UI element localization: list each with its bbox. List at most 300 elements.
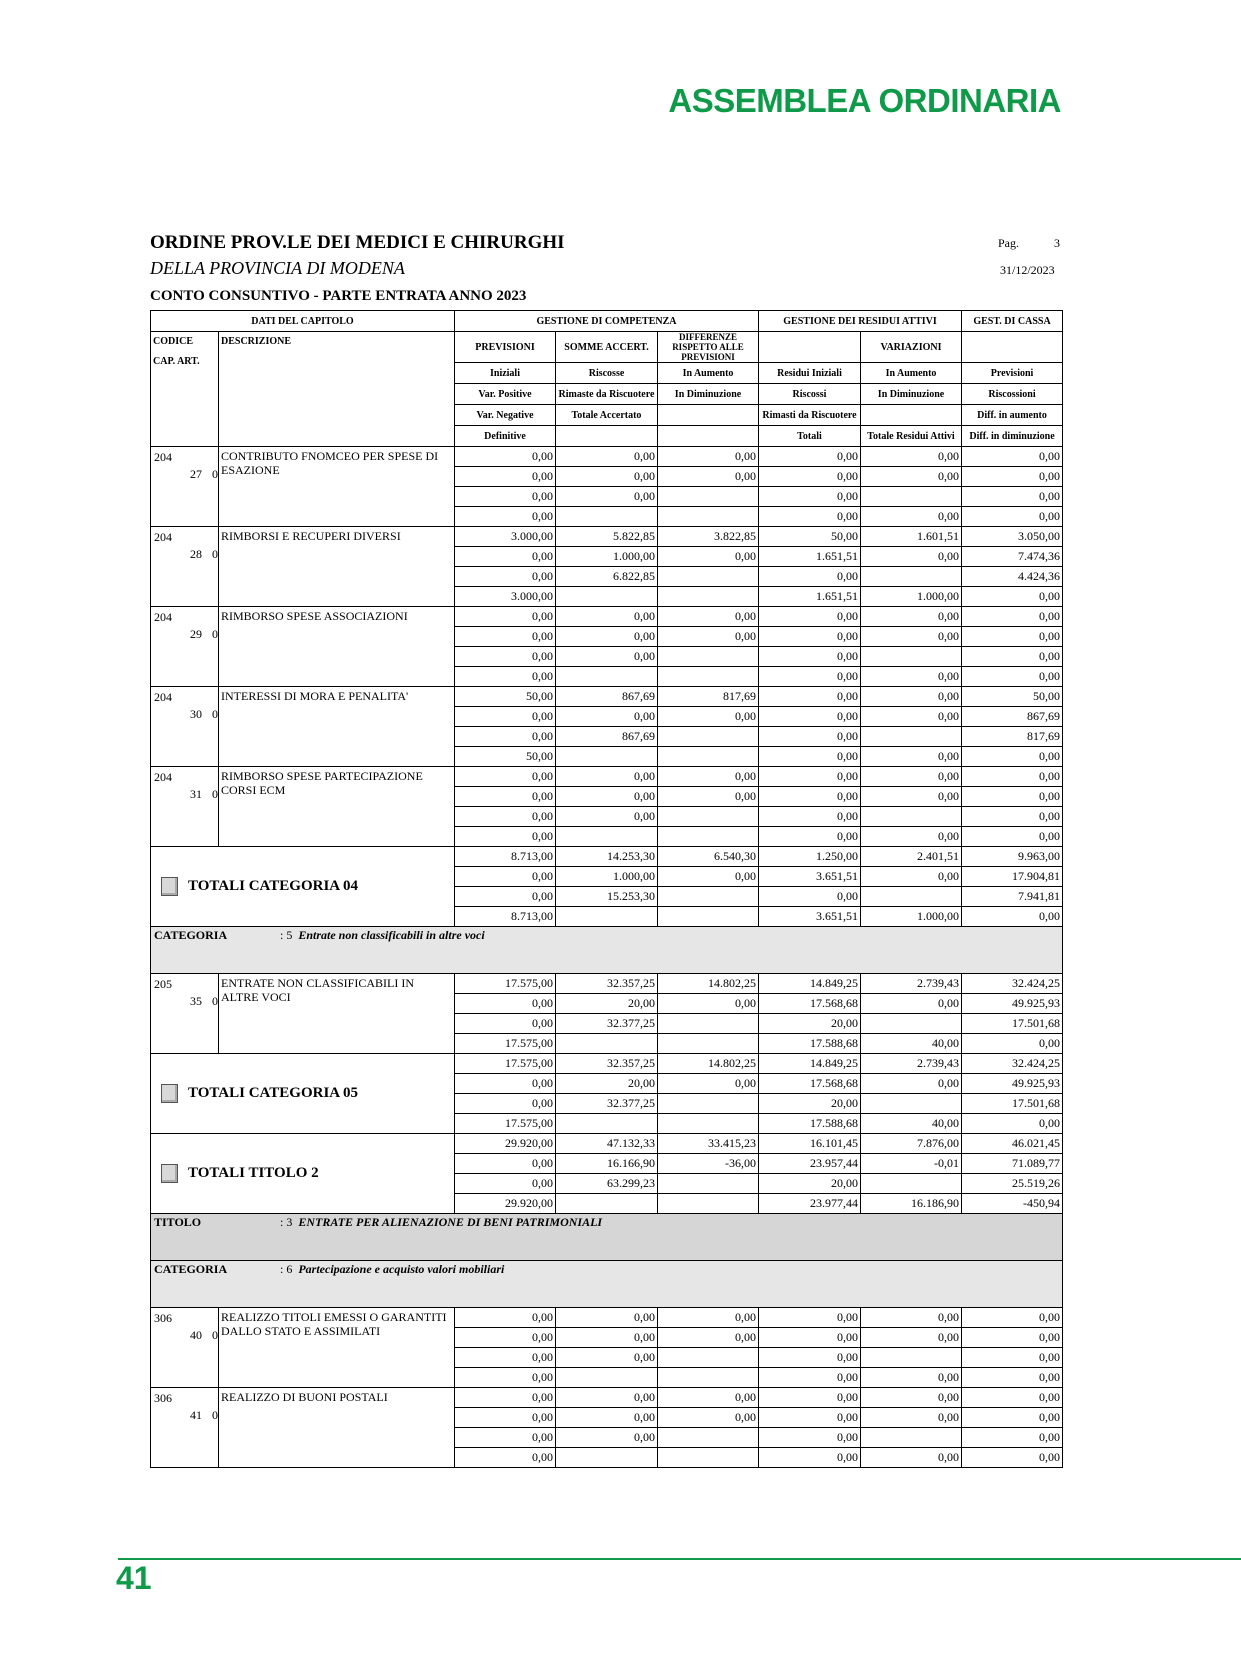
col6-h1: Previsioni xyxy=(962,363,1063,384)
value-cell: 0,00 xyxy=(455,1428,556,1448)
value-cell: 0,00 xyxy=(861,707,962,727)
value-cell: 63.299,23 xyxy=(556,1174,658,1194)
value-cell: 0,00 xyxy=(455,1408,556,1428)
value-cell: 817,69 xyxy=(962,727,1063,747)
value-cell: 17.501,68 xyxy=(962,1094,1063,1114)
cap-value: 27 xyxy=(190,467,202,481)
value-cell: 0,00 xyxy=(861,1408,962,1428)
totale-label: TOTALI CATEGORIA 04 xyxy=(188,877,359,894)
value-cell: 0,00 xyxy=(455,727,556,747)
col5-h3 xyxy=(861,405,962,426)
value-cell: 0,00 xyxy=(556,447,658,467)
section-label: CATEGORIA xyxy=(154,928,228,942)
section-row-categoria xyxy=(151,1261,1063,1308)
value-cell: 0,00 xyxy=(556,487,658,507)
value-cell: 0,00 xyxy=(759,1448,861,1468)
value-cell: 1.651,51 xyxy=(759,547,861,567)
col4-h3: Rimasti da Riscuotere xyxy=(759,405,861,426)
value-cell: 0,00 xyxy=(962,1348,1063,1368)
cap-value: 35 xyxy=(190,994,202,1008)
value-cell: 17.575,00 xyxy=(455,1054,556,1074)
value-cell: 50,00 xyxy=(759,527,861,547)
value-cell: 17.588,68 xyxy=(759,1114,861,1134)
value-cell: 17.575,00 xyxy=(455,974,556,994)
value-cell: 0,00 xyxy=(455,994,556,1014)
value-cell xyxy=(861,487,962,507)
value-cell: 25.519,26 xyxy=(962,1174,1063,1194)
value-cell: 0,00 xyxy=(658,867,759,887)
value-cell: 0,00 xyxy=(962,907,1063,927)
value-cell: 0,00 xyxy=(455,707,556,727)
group-cassa: GEST. DI CASSA xyxy=(962,311,1063,332)
value-cell: 0,00 xyxy=(556,627,658,647)
value-cell xyxy=(861,567,962,587)
value-cell: 0,00 xyxy=(962,1408,1063,1428)
value-cell: 50,00 xyxy=(962,687,1063,707)
value-cell xyxy=(658,647,759,667)
group-dati: DATI DEL CAPITOLO xyxy=(151,311,455,332)
value-cell xyxy=(556,1448,658,1468)
value-cell: 3.651,51 xyxy=(759,907,861,927)
col3-h0: DIFFERENZE RISPETTO ALLE PREVISIONI xyxy=(658,332,759,363)
value-cell: 17.588,68 xyxy=(759,1034,861,1054)
value-cell: 1.601,51 xyxy=(861,527,962,547)
value-cell: 6.822,85 xyxy=(556,567,658,587)
value-cell: 7.474,36 xyxy=(962,547,1063,567)
value-cell: 0,00 xyxy=(759,647,861,667)
codice-cell xyxy=(151,1388,219,1468)
value-cell: 0,00 xyxy=(759,887,861,907)
table-row xyxy=(151,527,1063,547)
financial-table xyxy=(150,310,1063,1468)
section-code: : 6 xyxy=(280,1262,293,1276)
value-cell: 47.132,33 xyxy=(556,1134,658,1154)
col4-h0 xyxy=(759,332,861,363)
value-cell xyxy=(658,1114,759,1134)
cap-art-value xyxy=(151,624,218,641)
cap-art-value xyxy=(151,1405,218,1422)
value-cell: 0,00 xyxy=(455,1174,556,1194)
value-cell: 0,00 xyxy=(759,727,861,747)
value-cell: 0,00 xyxy=(455,887,556,907)
value-cell: 0,00 xyxy=(759,1348,861,1368)
cap-art-value xyxy=(151,464,218,481)
value-cell xyxy=(861,647,962,667)
value-cell: 1.000,00 xyxy=(556,547,658,567)
value-cell: 0,00 xyxy=(455,627,556,647)
value-cell: 0,00 xyxy=(455,767,556,787)
value-cell: 14.802,25 xyxy=(658,974,759,994)
cap-art-value xyxy=(151,544,218,561)
value-cell: 17.501,68 xyxy=(962,1014,1063,1034)
value-cell: 9.963,00 xyxy=(962,847,1063,867)
value-cell: 1.000,00 xyxy=(861,587,962,607)
value-cell: 0,00 xyxy=(962,787,1063,807)
value-cell: 32.424,25 xyxy=(962,1054,1063,1074)
value-cell: 0,00 xyxy=(759,827,861,847)
descrizione-cell: CONTRIBUTO FNOMCEO PER SPESE DI ESAZIONE xyxy=(219,447,455,527)
value-cell: 0,00 xyxy=(861,767,962,787)
codice-value: 204 xyxy=(154,450,172,464)
value-cell: 40,00 xyxy=(861,1034,962,1054)
value-cell: 0,00 xyxy=(759,707,861,727)
banner-title: ASSEMBLEA ORDINARIA xyxy=(668,82,1061,119)
value-cell: 1.250,00 xyxy=(759,847,861,867)
value-cell: 20,00 xyxy=(759,1014,861,1034)
value-cell xyxy=(658,727,759,747)
org-name: ORDINE PROV.LE DEI MEDICI E CHIRURGHI xyxy=(150,232,565,253)
value-cell: 0,00 xyxy=(962,487,1063,507)
value-cell xyxy=(658,1014,759,1034)
value-cell: 4.424,36 xyxy=(962,567,1063,587)
col1-h4: Definitive xyxy=(455,426,556,447)
value-cell: 0,00 xyxy=(962,1388,1063,1408)
value-cell: 817,69 xyxy=(658,687,759,707)
value-cell: 50,00 xyxy=(455,687,556,707)
value-cell: 3.050,00 xyxy=(962,527,1063,547)
value-cell: 0,00 xyxy=(759,1368,861,1388)
value-cell: -36,00 xyxy=(658,1154,759,1174)
value-cell: 20,00 xyxy=(556,1074,658,1094)
value-cell: 0,00 xyxy=(658,447,759,467)
value-cell xyxy=(658,1448,759,1468)
value-cell xyxy=(556,1034,658,1054)
table-row xyxy=(151,1308,1063,1328)
value-cell: 0,00 xyxy=(455,1094,556,1114)
col6-h3: Diff. in aumento xyxy=(962,405,1063,426)
value-cell: 0,00 xyxy=(861,1074,962,1094)
codice-header xyxy=(151,332,219,447)
col4-h4: Totali xyxy=(759,426,861,447)
value-cell: 0,00 xyxy=(962,1114,1063,1134)
value-cell: 2.401,51 xyxy=(861,847,962,867)
section-cell xyxy=(151,1214,1063,1261)
value-cell: 0,00 xyxy=(759,1408,861,1428)
section-cell xyxy=(151,1261,1063,1308)
value-cell xyxy=(658,1368,759,1388)
codice-cell xyxy=(151,447,219,527)
table-row xyxy=(151,767,1063,787)
value-cell: 23.977,44 xyxy=(759,1194,861,1214)
value-cell: 867,69 xyxy=(962,707,1063,727)
value-cell xyxy=(861,1094,962,1114)
value-cell: 0,00 xyxy=(861,467,962,487)
section-row-titolo xyxy=(151,1214,1063,1261)
value-cell: 0,00 xyxy=(455,467,556,487)
value-cell: 1.000,00 xyxy=(861,907,962,927)
value-cell: 0,00 xyxy=(962,807,1063,827)
codice-value: 204 xyxy=(154,690,172,704)
value-cell: 46.021,45 xyxy=(962,1134,1063,1154)
value-cell: 0,00 xyxy=(556,1408,658,1428)
cap-value: 29 xyxy=(190,627,202,641)
art-value: 0 xyxy=(212,787,218,801)
col5-h1: In Aumento xyxy=(861,363,962,384)
value-cell: 0,00 xyxy=(962,467,1063,487)
col6-h2: Riscossioni xyxy=(962,384,1063,405)
value-cell: 1.651,51 xyxy=(759,587,861,607)
value-cell: 0,00 xyxy=(658,1328,759,1348)
value-cell: 0,00 xyxy=(962,1368,1063,1388)
value-cell: 0,00 xyxy=(556,787,658,807)
col2-h1: Riscosse xyxy=(556,363,658,384)
codice-cell xyxy=(151,1308,219,1388)
col2-h3: Totale Accertato xyxy=(556,405,658,426)
value-cell: 32.357,25 xyxy=(556,1054,658,1074)
descrizione-cell: RIMBORSO SPESE PARTECIPAZIONE CORSI ECM xyxy=(219,767,455,847)
value-cell: 0,00 xyxy=(455,547,556,567)
value-cell: 0,00 xyxy=(962,447,1063,467)
value-cell: 3.651,51 xyxy=(759,867,861,887)
value-cell: 0,00 xyxy=(556,1348,658,1368)
value-cell xyxy=(556,1368,658,1388)
value-cell: 0,00 xyxy=(861,607,962,627)
value-cell: 0,00 xyxy=(455,647,556,667)
value-cell: 0,00 xyxy=(861,747,962,767)
col3-h1: In Aumento xyxy=(658,363,759,384)
value-cell: 17.568,68 xyxy=(759,1074,861,1094)
value-cell: 0,00 xyxy=(759,1308,861,1328)
value-cell: 0,00 xyxy=(861,1328,962,1348)
cap-art-value xyxy=(151,784,218,801)
value-cell: 0,00 xyxy=(962,667,1063,687)
col6-h4: Diff. in diminuzione xyxy=(962,426,1063,447)
value-cell: 0,00 xyxy=(861,627,962,647)
cap-value: 30 xyxy=(190,707,202,721)
table-row xyxy=(151,447,1063,467)
col3-h4 xyxy=(658,426,759,447)
value-cell: 0,00 xyxy=(759,567,861,587)
value-cell: 5.822,85 xyxy=(556,527,658,547)
value-cell: 32.377,25 xyxy=(556,1094,658,1114)
value-cell: 0,00 xyxy=(861,1388,962,1408)
codice-cell xyxy=(151,527,219,607)
col1-h2: Var. Positive xyxy=(455,384,556,405)
value-cell: 29.920,00 xyxy=(455,1194,556,1214)
value-cell: 0,00 xyxy=(759,687,861,707)
value-cell xyxy=(556,907,658,927)
org-province: DELLA PROVINCIA DI MODENA xyxy=(150,258,405,278)
value-cell: 33.415,23 xyxy=(658,1134,759,1154)
codice-cell xyxy=(151,974,219,1054)
value-cell xyxy=(658,827,759,847)
descrizione-cell: RIMBORSO SPESE ASSOCIAZIONI xyxy=(219,607,455,687)
value-cell: 20,00 xyxy=(556,994,658,1014)
value-cell: 0,00 xyxy=(962,1448,1063,1468)
value-cell xyxy=(658,1034,759,1054)
value-cell xyxy=(658,1094,759,1114)
value-cell: 0,00 xyxy=(861,994,962,1014)
group-residui: GESTIONE DEI RESIDUI ATTIVI xyxy=(759,311,962,332)
value-cell: 3.822,85 xyxy=(658,527,759,547)
cap-art-value xyxy=(151,1325,218,1342)
value-cell: 0,00 xyxy=(658,547,759,567)
value-cell: 15.253,30 xyxy=(556,887,658,907)
value-cell: 0,00 xyxy=(861,507,962,527)
value-cell: 0,00 xyxy=(556,607,658,627)
descrizione-cell: RIMBORSI E RECUPERI DIVERSI xyxy=(219,527,455,607)
value-cell: 0,00 xyxy=(759,1328,861,1348)
value-cell: 16.166,90 xyxy=(556,1154,658,1174)
value-cell: 867,69 xyxy=(556,687,658,707)
art-value: 0 xyxy=(212,1408,218,1422)
value-cell: 32.357,25 xyxy=(556,974,658,994)
value-cell xyxy=(861,1014,962,1034)
value-cell: 0,00 xyxy=(861,547,962,567)
value-cell: 0,00 xyxy=(556,1428,658,1448)
value-cell xyxy=(658,807,759,827)
codice-cell xyxy=(151,607,219,687)
value-cell: 0,00 xyxy=(759,1388,861,1408)
column-header-row xyxy=(151,332,1063,363)
value-cell: 0,00 xyxy=(658,627,759,647)
cap-art-label: CAP. ART. xyxy=(153,356,200,367)
page-label: Pag. xyxy=(998,236,1019,250)
value-cell: 0,00 xyxy=(556,1328,658,1348)
value-cell: 0,00 xyxy=(759,747,861,767)
value-cell xyxy=(658,907,759,927)
value-cell: 71.089,77 xyxy=(962,1154,1063,1174)
art-value: 0 xyxy=(212,547,218,561)
col1-h0: PREVISIONI xyxy=(455,332,556,363)
section-label: CATEGORIA xyxy=(154,1262,228,1276)
value-cell: 0,00 xyxy=(455,1014,556,1034)
value-cell: 7.941,81 xyxy=(962,887,1063,907)
value-cell: 14.253,30 xyxy=(556,847,658,867)
value-cell xyxy=(861,807,962,827)
value-cell: 40,00 xyxy=(861,1114,962,1134)
value-cell: 0,00 xyxy=(861,867,962,887)
section-code: : 3 xyxy=(280,1215,293,1229)
value-cell: 6.540,30 xyxy=(658,847,759,867)
value-cell: 0,00 xyxy=(759,447,861,467)
table-row xyxy=(151,974,1063,994)
value-cell: 0,00 xyxy=(962,767,1063,787)
value-cell: 0,00 xyxy=(455,507,556,527)
value-cell: 0,00 xyxy=(455,1388,556,1408)
value-cell: 0,00 xyxy=(658,1408,759,1428)
value-cell xyxy=(556,507,658,527)
value-cell: -450,94 xyxy=(962,1194,1063,1214)
value-cell: 0,00 xyxy=(759,807,861,827)
value-cell: 0,00 xyxy=(455,867,556,887)
value-cell: 0,00 xyxy=(455,1074,556,1094)
section-description: Entrate non classificabili in altre voci xyxy=(298,928,485,942)
section-description: ENTRATE PER ALIENAZIONE DI BENI PATRIMONIALI xyxy=(298,1215,603,1229)
value-cell xyxy=(556,747,658,767)
value-cell: 17.575,00 xyxy=(455,1034,556,1054)
col2-h2: Rimaste da Riscuotere xyxy=(556,384,658,405)
descrizione-cell: REALIZZO DI BUONI POSTALI xyxy=(219,1388,455,1468)
value-cell: 0,00 xyxy=(556,1388,658,1408)
value-cell: 0,00 xyxy=(556,647,658,667)
group-header-row xyxy=(151,311,1063,332)
value-cell: 0,00 xyxy=(556,807,658,827)
value-cell: 0,00 xyxy=(962,827,1063,847)
value-cell: 0,00 xyxy=(455,1368,556,1388)
value-cell: 0,00 xyxy=(962,747,1063,767)
value-cell: 0,00 xyxy=(861,1368,962,1388)
col3-h3 xyxy=(658,405,759,426)
codice-label: CODICE xyxy=(153,336,194,347)
value-cell: 0,00 xyxy=(658,1308,759,1328)
cap-value: 41 xyxy=(190,1408,202,1422)
cap-value: 31 xyxy=(190,787,202,801)
value-cell xyxy=(658,507,759,527)
art-value: 0 xyxy=(212,627,218,641)
totale-label: TOTALI TITOLO 2 xyxy=(188,1164,319,1181)
value-cell: 0,00 xyxy=(455,667,556,687)
value-cell: 0,00 xyxy=(455,807,556,827)
value-cell: 50,00 xyxy=(455,747,556,767)
col3-h2: In Diminuzione xyxy=(658,384,759,405)
value-cell: 867,69 xyxy=(556,727,658,747)
value-cell: 14.802,25 xyxy=(658,1054,759,1074)
col4-h2: Riscossi xyxy=(759,384,861,405)
value-cell: 0,00 xyxy=(658,994,759,1014)
value-cell xyxy=(658,487,759,507)
totale-label-cell xyxy=(151,847,455,927)
value-cell: 0,00 xyxy=(759,787,861,807)
value-cell: 0,00 xyxy=(759,667,861,687)
value-cell: 0,00 xyxy=(556,767,658,787)
value-cell xyxy=(658,1348,759,1368)
value-cell: 0,00 xyxy=(658,467,759,487)
totale-label-cell xyxy=(151,1134,455,1214)
value-cell: 0,00 xyxy=(658,787,759,807)
col4-h1: Residui Iniziali xyxy=(759,363,861,384)
value-cell: 0,00 xyxy=(658,707,759,727)
value-cell: 0,00 xyxy=(455,1348,556,1368)
col6-h0 xyxy=(962,332,1063,363)
value-cell: 17.575,00 xyxy=(455,1114,556,1134)
value-cell: 3.000,00 xyxy=(455,587,556,607)
value-cell: 16.101,45 xyxy=(759,1134,861,1154)
col2-h0: SOMME ACCERT. xyxy=(556,332,658,363)
codice-value: 306 xyxy=(154,1311,172,1325)
section-label: TITOLO xyxy=(154,1215,202,1229)
value-cell: 0,00 xyxy=(962,607,1063,627)
table-row xyxy=(151,687,1063,707)
value-cell: 17.568,68 xyxy=(759,994,861,1014)
value-cell: 14.849,25 xyxy=(759,1054,861,1074)
value-cell: 0,00 xyxy=(861,827,962,847)
value-cell xyxy=(658,747,759,767)
value-cell: 20,00 xyxy=(759,1094,861,1114)
value-cell: 0,00 xyxy=(455,1448,556,1468)
totale-label-cell xyxy=(151,1054,455,1134)
footer-page-number: 41 xyxy=(116,1560,152,1596)
table-row xyxy=(151,1054,1063,1074)
value-cell: 0,00 xyxy=(962,1428,1063,1448)
art-value: 0 xyxy=(212,467,218,481)
col1-h1: Iniziali xyxy=(455,363,556,384)
page-number: 3 xyxy=(1054,236,1060,250)
value-cell: 0,00 xyxy=(556,467,658,487)
cap-value: 40 xyxy=(190,1328,202,1342)
col2-h4 xyxy=(556,426,658,447)
table-row xyxy=(151,1388,1063,1408)
codice-value: 205 xyxy=(154,977,172,991)
value-cell: 0,00 xyxy=(658,1388,759,1408)
value-cell: 49.925,93 xyxy=(962,994,1063,1014)
value-cell: 8.713,00 xyxy=(455,907,556,927)
value-cell: 0,00 xyxy=(861,447,962,467)
value-cell xyxy=(556,1114,658,1134)
value-cell: 0,00 xyxy=(759,607,861,627)
value-cell: 7.876,00 xyxy=(861,1134,962,1154)
value-cell: 0,00 xyxy=(962,507,1063,527)
